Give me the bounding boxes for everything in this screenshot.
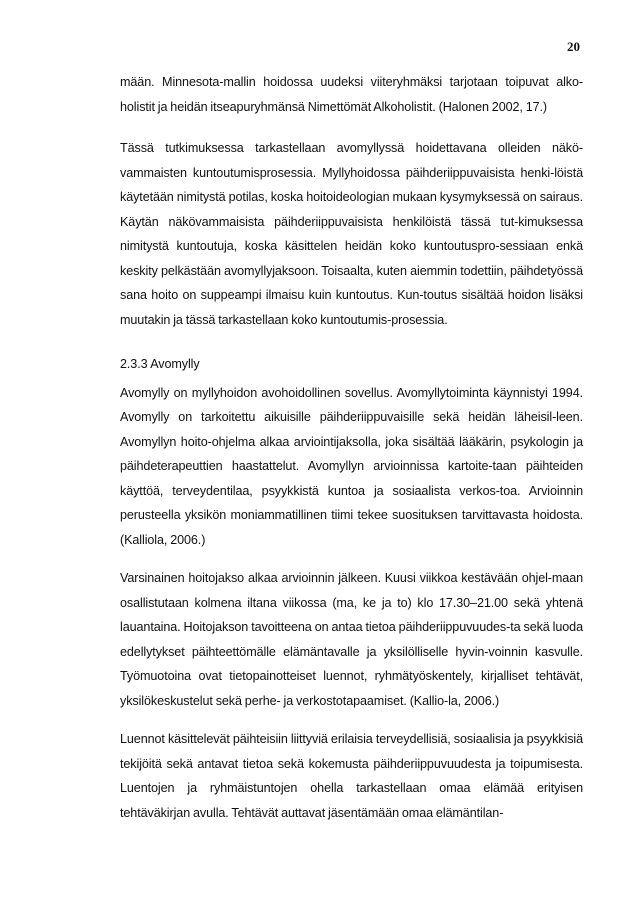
section-heading-avomylly: 2.3.3 Avomylly	[120, 357, 200, 371]
paragraph-study-scope: Tässä tutkimuksessa tarkastellaan avomyllyssä hoidettavana olleiden näkö-vammaisten kuntoutumisprosessia. Myllyhoidossa päihderiippuvaisista henki-löistä käytetään nimitystä potilas, koska hoitoideologian mukaan kysymyksessä on sairaus. Käytän näkövammaisista päihderiippuvaisista henkilöistä tässä tut-kimuksessa nimitystä kuntoutuja, koska käsittelen heidän koko kuntoutuspro-sessiaan enkä keskity pelkästään avomyllyjaksoon. Toisaalta, kuten aiemmin todettiin, päihdetyössä sana hoito on suppeampi ilmaisu kuin kuntoutus. Kun-toutus sisältää hoidon lisäksi muutakin ja tässä tarkastellaan koko kuntoutumis-prosessia.	[120, 141, 583, 327]
page-body	[120, 70, 583, 825]
paragraph-minnesota-model: mään. Minnesota-mallin hoidossa uudeksi viiteryhmäksi tarjotaan toipuvat alko-holistit ja heidän itseapuryhmänsä Nimettömät Alkoholistit. (Halonen 2002, 17.)	[120, 75, 583, 114]
page-number: 20	[567, 39, 580, 54]
paragraph-lectures: Luennot käsittelevät päihteisiin liittyviä erilaisia terveydellisiä, sosiaalisia ja psyykkisiä tekijöitä sekä antavat tietoa sekä kokemusta päihderiippuvuudesta ja toipumisesta. Luentojen ja ryhmäistuntojen ohella tarkastellaan omaa elämää erityisen tehtäväkirjan avulla. Tehtävät auttavat jäsentämään omaa elämäntilan-	[120, 732, 583, 820]
paragraph-treatment-period: Varsinainen hoitojakso alkaa arvioinnin jälkeen. Kuusi viikkoa kestävään ohjel-maan osallistutaan kolmena iltana viikossa (ma, ke ja to) klo 17.30–21.00 sekä yhtenä lauantaina. Hoitojakson tavoitteena on antaa tietoa päihderiippuvuudes-ta sekä luoda edellytykset päihteettömälle elämäntavalle ja yksilölliselle hyvin-voinnin kasvulle. Työmuotoina ovat tietopainotteiset luennot, ryhmätyöskentely, kirjalliset tehtävät, yksilökeskustelut sekä perhe- ja verkostotapaamiset. (Kallio-la, 2006.)	[120, 571, 583, 708]
paragraph-avomylly-intro: Avomylly on myllyhoidon avohoidollinen sovellus. Avomyllytoiminta käynnistyi 1994. Avomylly on tarkoitettu aikuisille päihderiippuvaisille sekä heidän läheisil-leen. Avomyllyn hoito-ohjelma alkaa arviointijaksolla, joka sisältää lääkärin, psykologin ja päihdeterapeuttien haastattelut. Avomyllyn arvioinnissa kartoite-taan päihteiden käyttöä, terveydentilaa, psyykkistä kuntoa ja sosiaalista verkos-toa. Arvioinnin perusteella yksikön moniammatillinen tiimi tekee suosituksen tarvittavasta hoidosta. (Kalliola, 2006.)	[120, 385, 583, 547]
